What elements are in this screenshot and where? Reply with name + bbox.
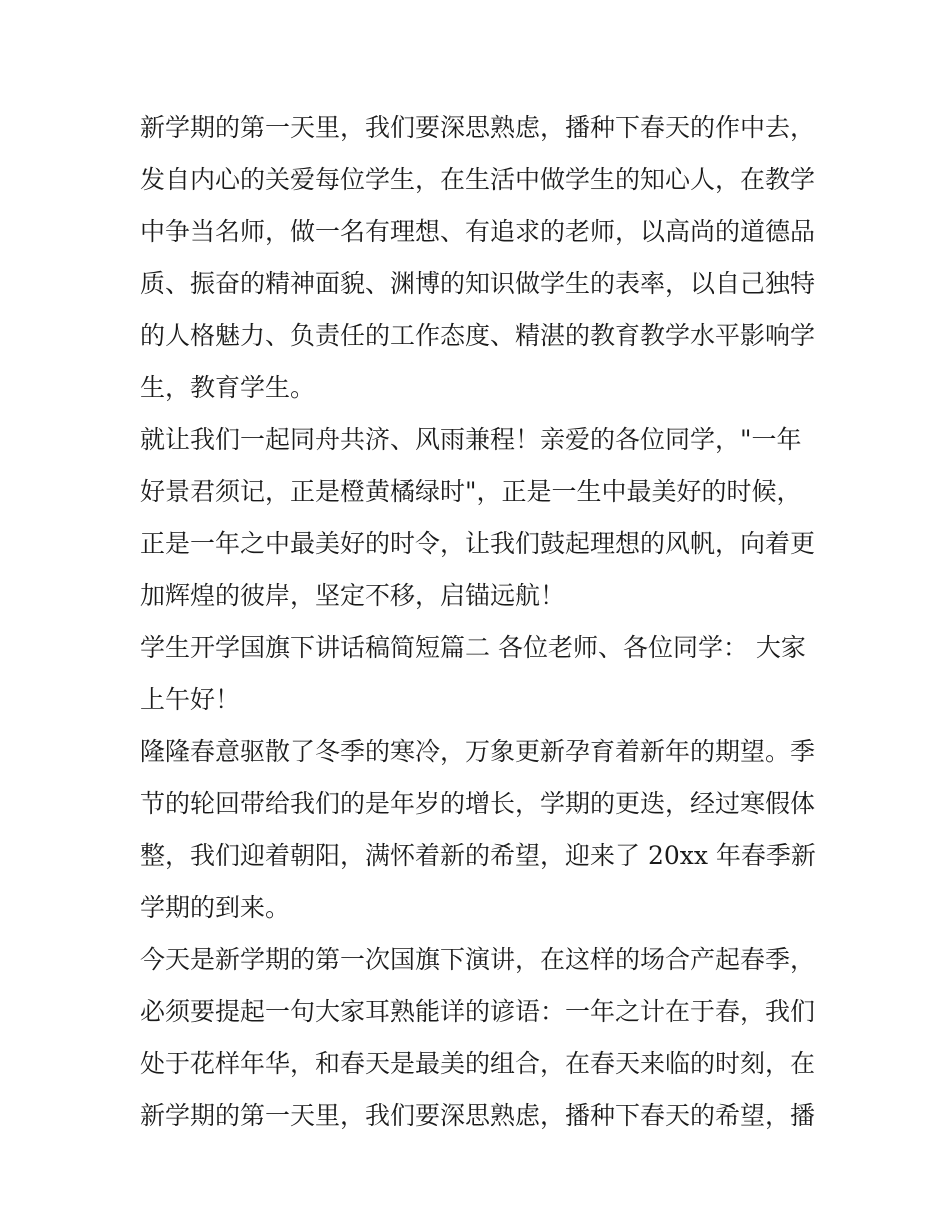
text-line: 就让我们一起同舟共济、风雨兼程！亲爱的各位同学，"一年 — [140, 425, 802, 454]
text-line: 发自内心的关爱每位学生，在生活中做学生的知心人，在教学 — [140, 165, 816, 194]
text-line: 新学期的第一天里，我们要深思熟虑，播种下春天的希望，播 — [140, 1101, 816, 1130]
text-line: 好景君须记，正是橙黄橘绿时"，正是一生中最美好的时候， — [140, 477, 802, 506]
text-line: 质、振奋的精神面貌、渊博的知识做学生的表率，以自己独特 — [140, 269, 816, 298]
text-line: 生，教育学生。 — [140, 373, 316, 402]
text-line: 整，我们迎着朝阳，满怀着新的希望，迎来了 20xx 年春季新 — [140, 841, 816, 870]
text-line: 加辉煌的彼岸，坚定不移，启锚远航！ — [140, 581, 566, 610]
text-line: 中争当名师，做一名有理想、有追求的老师，以高尚的道德品 — [140, 217, 816, 246]
text-line: 今天是新学期的第一次国旗下演讲，在这样的场合产起春季， — [140, 945, 816, 974]
text-line: 正是一年之中最美好的时令，让我们鼓起理想的风帆，向着更 — [140, 529, 816, 558]
text-line: 的人格魅力、负责任的工作态度、精湛的教育教学水平影响学 — [140, 321, 816, 350]
text-line: 新学期的第一天里，我们要深思熟虑，播种下春天的作中去， — [140, 113, 816, 142]
text-line: 上午好！ — [140, 685, 241, 714]
text-line: 节的轮回带给我们的是年岁的增长，学期的更迭，经过寒假体 — [140, 789, 816, 818]
document-body — [140, 102, 830, 1142]
text-line: 处于花样年华，和春天是最美的组合，在春天来临的时刻，在 — [140, 1049, 816, 1078]
text-line: 必须要提起一句大家耳熟能详的谚语：一年之计在于春，我们 — [140, 997, 816, 1026]
text-line: 学期的到来。 — [140, 893, 291, 922]
section-heading-line: 学生开学国旗下讲话稿简短篇二 各位老师、各位同学： 大家 — [140, 633, 806, 662]
text-line: 隆隆春意驱散了冬季的寒冷，万象更新孕育着新年的期望。季 — [140, 737, 816, 766]
